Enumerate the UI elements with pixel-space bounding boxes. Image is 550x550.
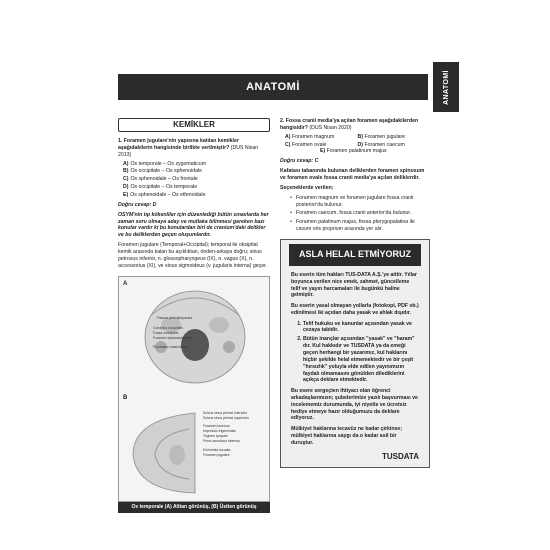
annotation: Porus acusticus internus (203, 438, 240, 443)
option (320, 148, 430, 155)
notice-list (303, 321, 419, 385)
annotation: Processus mastoideus (153, 344, 188, 349)
annotation: Fissura petrotympanica (157, 315, 193, 320)
option-text: Os occipitale – Os sphenoidale (130, 168, 202, 175)
annotation: Foramen jugulare (203, 452, 230, 457)
option (358, 134, 431, 141)
bullet-list (290, 195, 430, 233)
option (358, 142, 431, 149)
skull-cavity-illustration (129, 409, 199, 495)
option-key: E) (123, 192, 129, 199)
answer-1: Doğru cevap: D (118, 201, 157, 208)
annotation: Foramen lacerum (203, 423, 230, 428)
option-text: Foramen palatinum majus (326, 148, 387, 155)
chapter-title: ANATOMİ (246, 81, 300, 93)
list-item: 2. Bütün inançlar açısından "yasak" ve "haram" dır. Kul hakkıdır ve TUSDATA ya da emeği geçen herhangi bir yazarımız, kul haklarını hiçbir şekilde helal etmemektedir ve bir çeşit "hırsızlık" yoluyla elde edilen yayınımızın faydalı olmamasını gönülden dilediklerini açıkça deklare etmektedir. (303, 336, 419, 384)
notice-paragraph: Bu eserin tüm hakları TUS-DATA A.Ş.'ye aittir. Yıllar boyunca verilen nice emek, zahmet, güncelleme telif ve yayın harcamaları ile bugünkü haline gelmiştir. (291, 272, 417, 299)
option (123, 184, 270, 191)
question-2-text: 2. Fossa cranii media'ya açılan foramen aşağıdakilerden hangisidir? (280, 118, 419, 131)
annotation: Tegmen tympani (203, 433, 228, 438)
anatomy-figure (118, 276, 270, 502)
side-tab (433, 62, 459, 112)
annotation: Eminentia arcuata (203, 447, 231, 452)
explanation-1: Foramen jugulare (Temporal+Occipital); temporal ile oksipital kemik arasında kalan bu açıklıktan, önden-arkaya doğru; sinus petrosus inferior, n. glossopharyngeus (IX), n. vagus (X), n. accessorius (XI), ve sinus sigmoideus (v. jugularis interna) geçer. (118, 242, 267, 269)
option-text: Foramen ovale (291, 141, 327, 148)
option (123, 192, 270, 199)
question-1 (118, 138, 270, 159)
notice-paragraph: Bu eserin yasal olmayan yollarla (fotokopi, PDF vb.) edinilmesi iki açıdan daha yasak ve ahlak dışıdır. (291, 303, 419, 316)
question-2-source: (DUS Nisan 2020) (309, 124, 352, 131)
left-column (118, 118, 270, 513)
option-key: D) (123, 184, 129, 191)
section-heading-label: KEMİKLER (173, 119, 215, 129)
option (123, 176, 270, 183)
option (123, 168, 270, 175)
figure-label-b: B (123, 394, 128, 401)
option-key: B) (357, 133, 363, 140)
question-2-options (285, 134, 430, 149)
option-text: Os sphenoidale – Os ethmoidale (130, 192, 206, 199)
annotation: Impressio trigeminalis (203, 428, 236, 433)
notice-paragraph: Mülkiyet haklarına tecavüz ne kadar çirkinse; mülkiyet haklarına saygı da o kadar asil bir duruştur. (291, 426, 403, 446)
option-text: Os sphenoidale – Os frontale (130, 176, 198, 183)
section-heading (118, 118, 270, 132)
option-text: Foramen caecum (364, 141, 405, 148)
annotation: Sulcus sinus petrosi inferioris (203, 410, 247, 415)
list-item: • Foramen palatinum majus, fossa pterygopalatina ile cavum oris proprium arasında yer alır. (290, 219, 430, 233)
option-key: C) (285, 141, 291, 148)
explanation-2: Kafatası tabanında bulunan deliklerden foramen spinosum ve foramen ovale fossa cranii media'ya açılan deliklerdir. (280, 168, 425, 182)
option (285, 142, 358, 149)
right-column (280, 118, 430, 468)
list-item: • Foramen magnum ve foramen jugulare fossa cranii posterior'da bulunur. (290, 195, 430, 209)
annotation: Foramen stylomastoideum (153, 335, 193, 340)
explanation-1-intro: OSYM'nin tıp kökenliler için düzenlediği bütün sınavlarda her zaman soru olmaya aday ve mutlaka bilinmesi gereken bazı konular vardır ki bu konulardan biri de cranium'daki delikler ve bu deliklerden geçen oluşumlardır. (118, 211, 269, 239)
explanation-2-lead: Seçeneklerde verilen; (280, 184, 334, 191)
question-2 (280, 118, 430, 132)
option-text: Foramen jugulare (364, 133, 406, 140)
option-text: Os occipitale – Os temporale (130, 184, 198, 191)
figure-caption: Os temporale (A) Alttan görünüş, (B) Üstten görünüş (118, 502, 270, 513)
option-key: A) (285, 133, 291, 140)
list-item: • Foramen caecum, fossa cranii anterior'da bulunur. (290, 210, 430, 217)
annotation: Sulcus sinus petrosi superioris (203, 415, 249, 420)
notice-title: ASLA HELAL ETMİYORUZ (289, 244, 421, 266)
option-text: Os temporale – Os zygomaticum (130, 160, 207, 167)
notice-paragraph: Bu esere sergeçten ihtiyacı olan öğrenci arkadaşlarımızın; şubelerimize yazılı başvurması ve incelememiz durumunda, iyi niyetle ve ücretsiz hediye etmeye hazır olduğumuzu da deklare ediyoruz. (291, 388, 418, 422)
question-1-source: (DUS Nisan 2013) (118, 144, 259, 158)
question-1-text: 1. Foramen jugulare'nin yapısına katılan kemikler aşağıdakilerin hangisinde birlikte verilmiştir? (118, 138, 239, 151)
list-item: 1. Telif hukuku ve kanunlar açısından yasak ve cezaya tabidir. (303, 321, 419, 335)
side-tab-label: ANATOMİ (442, 69, 450, 105)
option-key: C) (123, 176, 129, 183)
answer-2: Doğru cevap: C (280, 158, 319, 165)
figure-label-a: A (123, 280, 128, 287)
option (123, 161, 270, 168)
annotation: Fossa condylaris (153, 330, 179, 335)
option-key: B) (123, 168, 129, 175)
option-key: D) (357, 141, 363, 148)
brand-name: TUSDATA (381, 452, 419, 462)
annotation: Condylus occipitalis (153, 325, 183, 330)
option-text: Foramen magnum (291, 133, 335, 140)
option (285, 134, 358, 141)
option-key: A) (123, 160, 129, 167)
copyright-notice-box (280, 239, 430, 468)
option-key: E) (320, 148, 326, 155)
chapter-title-bar (118, 74, 428, 100)
